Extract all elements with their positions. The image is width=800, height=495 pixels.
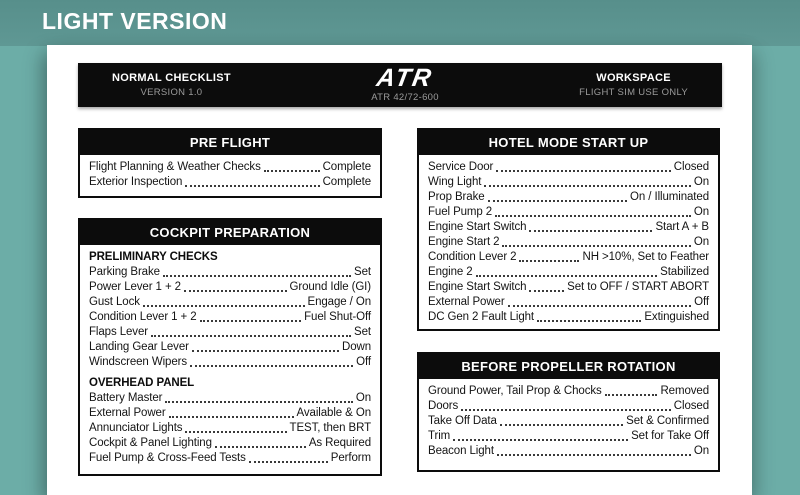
- row-label: Fuel Pump & Cross-Feed Tests: [89, 452, 246, 464]
- dot-leader: [184, 290, 287, 292]
- section-title: PRE FLIGHT: [80, 130, 380, 155]
- row-label: Power Lever 1 + 2: [89, 281, 181, 293]
- row-value: Perform: [330, 452, 371, 464]
- row-value: TEST, then BRT: [289, 422, 371, 434]
- row-value: On: [693, 176, 709, 188]
- row-label: Windscreen Wipers: [89, 356, 187, 368]
- checklist-type-label: NORMAL CHECKLIST: [112, 72, 231, 84]
- checklist-row: [428, 190, 709, 205]
- row-label: Cockpit & Panel Lighting: [89, 437, 212, 449]
- row-label: Wing Light: [428, 176, 482, 188]
- dot-leader: [453, 439, 628, 441]
- row-value: Closed: [673, 161, 709, 173]
- checklist-row: [428, 429, 709, 444]
- checklist-row: [89, 391, 371, 406]
- row-label: Condition Lever 1 + 2: [89, 311, 197, 323]
- row-value: Set: [354, 326, 371, 338]
- section-before-propeller-rotation: [417, 352, 720, 472]
- workspace-label: WORKSPACE: [596, 72, 671, 84]
- row-value: Start A + B: [655, 221, 709, 233]
- header-right-block: [579, 72, 688, 98]
- row-label: Trim: [428, 430, 451, 442]
- row-value: NH >10%, Set to Feather: [582, 251, 709, 263]
- dot-leader: [185, 431, 286, 433]
- dot-leader: [169, 416, 294, 418]
- row-label: Service Door: [428, 161, 494, 173]
- row-value: Stabilized: [660, 266, 709, 278]
- checklist-row: [428, 175, 709, 190]
- row-label: External Power: [89, 407, 166, 419]
- dot-leader: [192, 350, 339, 352]
- checklist-row: [89, 340, 371, 355]
- checklist-row: [428, 295, 709, 310]
- row-label: Condition Lever 2: [428, 251, 517, 263]
- dot-leader: [495, 215, 691, 217]
- dot-leader: [215, 446, 306, 448]
- checklist-row: [89, 421, 371, 436]
- section-title: COCKPIT PREPARATION: [80, 220, 380, 245]
- dot-leader: [185, 185, 319, 187]
- dot-leader: [529, 290, 564, 292]
- header-center-block: [371, 64, 439, 103]
- checklist-row: [89, 280, 371, 295]
- section-hotel-mode-start-up: [417, 128, 720, 331]
- row-value: Set & Confirmed: [626, 415, 709, 427]
- dot-leader: [190, 365, 353, 367]
- page-title: LIGHT VERSION: [42, 8, 228, 34]
- section-title: HOTEL MODE START UP: [419, 130, 718, 155]
- row-label: Engine Start 2: [428, 236, 500, 248]
- checklist-row: [428, 384, 709, 399]
- dot-leader: [151, 335, 351, 337]
- checklist-row: [428, 160, 709, 175]
- checklist-row: [428, 444, 709, 459]
- row-value: Set for Take Off: [631, 430, 709, 442]
- row-value: Fuel Shut-Off: [304, 311, 371, 323]
- dot-leader: [249, 461, 328, 463]
- checklist-row: [89, 325, 371, 340]
- dot-leader: [264, 170, 320, 172]
- row-label: Flight Planning & Weather Checks: [89, 161, 261, 173]
- section-title: BEFORE PROPELLER ROTATION: [419, 354, 718, 379]
- dot-leader: [165, 401, 352, 403]
- row-label: Exterior Inspection: [89, 176, 183, 188]
- row-value: Removed: [660, 385, 709, 397]
- row-value: On: [693, 236, 709, 248]
- checklist-row: [428, 220, 709, 235]
- row-label: Engine 2: [428, 266, 473, 278]
- row-label: Beacon Light: [428, 445, 494, 457]
- dot-leader: [200, 320, 302, 322]
- section-cockpit-preparation: [78, 218, 382, 476]
- checklist-row: [428, 250, 709, 265]
- checklist-row: [428, 205, 709, 220]
- row-label: Landing Gear Lever: [89, 341, 189, 353]
- subsection-header: OVERHEAD PANEL: [89, 377, 195, 389]
- row-value: Closed: [673, 400, 709, 412]
- row-value: Extinguished: [644, 311, 709, 323]
- row-label: Parking Brake: [89, 266, 160, 278]
- row-label: Doors: [428, 400, 459, 412]
- checklist-document: [47, 45, 752, 495]
- dot-leader: [508, 305, 692, 307]
- version-label: VERSION 1.0: [140, 87, 203, 98]
- row-value: Off: [356, 356, 371, 368]
- checklist-row: [89, 406, 371, 421]
- dot-leader: [605, 394, 658, 396]
- checklist-row: [89, 436, 371, 451]
- row-label: Annunciator Lights: [89, 422, 183, 434]
- row-label: Prop Brake: [428, 191, 485, 203]
- dot-leader: [488, 200, 628, 202]
- document-header: [78, 63, 722, 107]
- row-label: Gust Lock: [89, 296, 140, 308]
- row-label: Flaps Lever: [89, 326, 148, 338]
- row-value: On: [693, 206, 709, 218]
- dot-leader: [529, 230, 652, 232]
- row-value: Complete: [322, 176, 371, 188]
- checklist-row: [428, 265, 709, 280]
- row-value: Engage / On: [307, 296, 371, 308]
- checklist-row: [89, 265, 371, 280]
- atr-logo: ATR: [374, 64, 436, 92]
- checklist-row: [89, 310, 371, 325]
- checklist-row: [89, 175, 371, 190]
- subsection-header: PRELIMINARY CHECKS: [89, 251, 218, 263]
- checklist-row: [89, 295, 371, 310]
- checklist-row: [428, 235, 709, 250]
- dot-leader: [496, 170, 671, 172]
- row-value: Down: [341, 341, 371, 353]
- section-body: [419, 379, 718, 463]
- dot-leader: [502, 245, 690, 247]
- section-body: [80, 155, 380, 194]
- row-value: Available & On: [296, 407, 371, 419]
- row-label: Battery Master: [89, 392, 163, 404]
- dot-leader: [476, 275, 658, 277]
- row-label: Fuel Pump 2: [428, 206, 493, 218]
- row-value: On / Illuminated: [630, 191, 709, 203]
- header-left-block: [112, 72, 231, 98]
- row-label: Take Off Data: [428, 415, 497, 427]
- aircraft-model-label: ATR 42/72-600: [371, 92, 439, 103]
- checklist-row: [89, 451, 371, 466]
- dot-leader: [519, 260, 579, 262]
- dot-leader: [461, 409, 671, 411]
- dot-leader: [143, 305, 305, 307]
- row-value: Off: [694, 296, 709, 308]
- row-value: As Required: [308, 437, 371, 449]
- dot-leader: [484, 185, 691, 187]
- row-label: Ground Power, Tail Prop & Chocks: [428, 385, 602, 397]
- row-value: Ground Idle (GI): [289, 281, 371, 293]
- row-value: Set: [354, 266, 371, 278]
- dot-leader: [500, 424, 623, 426]
- dot-leader: [163, 275, 351, 277]
- checklist-row: [89, 160, 371, 175]
- checklist-row: [428, 414, 709, 429]
- section-body: [80, 245, 380, 470]
- section-body: [419, 155, 718, 329]
- section-pre-flight: [78, 128, 382, 198]
- row-value: Set to OFF / START ABORT: [567, 281, 709, 293]
- checklist-row: [428, 310, 709, 325]
- row-value: On: [693, 445, 709, 457]
- checklist-row: [428, 280, 709, 295]
- dot-leader: [497, 454, 691, 456]
- checklist-row: [428, 399, 709, 414]
- row-label: Engine Start Switch: [428, 221, 527, 233]
- usage-label: FLIGHT SIM USE ONLY: [579, 87, 688, 98]
- row-value: Complete: [322, 161, 371, 173]
- checklist-row: [89, 355, 371, 370]
- row-label: External Power: [428, 296, 505, 308]
- row-label: Engine Start Switch: [428, 281, 527, 293]
- row-value: On: [355, 392, 371, 404]
- dot-leader: [537, 320, 641, 322]
- row-label: DC Gen 2 Fault Light: [428, 311, 535, 323]
